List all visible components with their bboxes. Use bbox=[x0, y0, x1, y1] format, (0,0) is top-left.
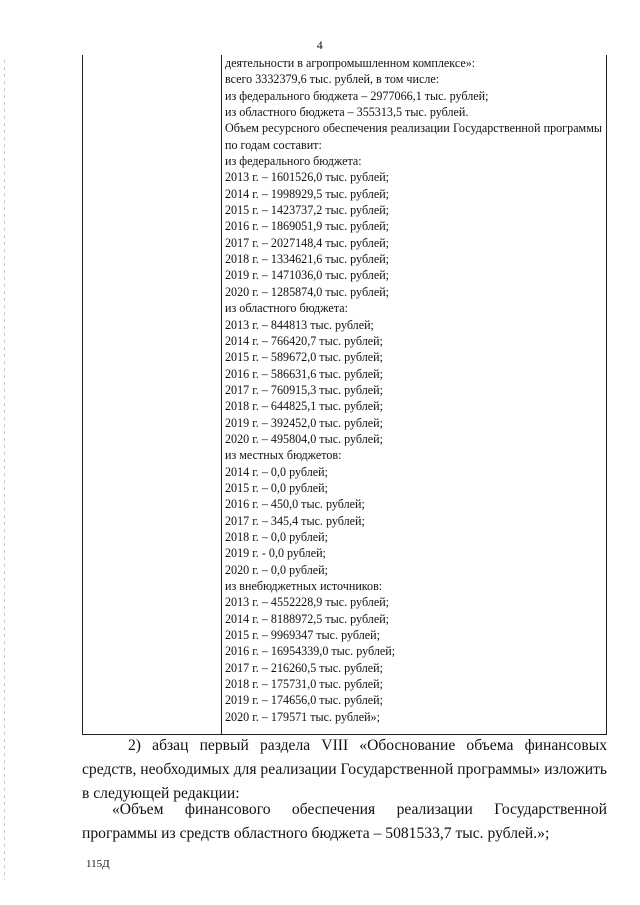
table-line: деятельности в агропромышленном комплексе»: bbox=[225, 56, 476, 70]
table-line: 2020 г. – 1285874,0 тыс. рублей; bbox=[225, 284, 390, 299]
table-line: 2020 г. – 495804,0 тыс. рублей; bbox=[225, 431, 383, 446]
table-line: из федерального бюджета: bbox=[225, 154, 362, 169]
table-line: 2016 г. – 450,0 тыс. рублей; bbox=[225, 497, 365, 512]
table-line: из внебюджетных источников: bbox=[225, 579, 383, 593]
footer-code: 115Д bbox=[86, 858, 110, 870]
table-line: из областного бюджета – 355313,5 тыс. рублей. bbox=[225, 105, 469, 120]
table-line: из местных бюджетов: bbox=[225, 448, 342, 463]
table-line: 2018 г. – 644825,1 тыс. рублей; bbox=[225, 399, 383, 414]
table-line: Объем ресурсного обеспечения реализации Государственной программы по годам составит: bbox=[225, 121, 602, 152]
table-line: 2016 г. – 16954339,0 тыс. рублей; bbox=[225, 644, 396, 659]
table-line: из федерального бюджета – 2977066,1 тыс. рублей; bbox=[225, 88, 489, 103]
table-line: 2017 г. – 760915,3 тыс. рублей; bbox=[225, 382, 383, 397]
table-line: 2017 г. – 2027148,4 тыс. рублей; bbox=[225, 235, 390, 250]
table-line: 2020 г. – 179571 тыс. рублей»; bbox=[225, 709, 380, 724]
table-line: 2013 г. – 1601526,0 тыс. рублей; bbox=[225, 170, 390, 185]
table-column-divider bbox=[221, 55, 222, 734]
table-line: 2019 г. – 392452,0 тыс. рублей; bbox=[225, 415, 383, 430]
amendment-paragraph: 2) абзац первый раздела VIII «Обоснование объема финансовых средств, необходимых для реализации Государственной программы» изложить в следующей редакции: bbox=[82, 737, 607, 802]
table-line: 2015 г. – 1423737,2 тыс. рублей; bbox=[225, 203, 390, 218]
table-line: 2015 г. – 589672,0 тыс. рублей; bbox=[225, 350, 383, 365]
table-line: 2018 г. – 1334621,6 тыс. рублей; bbox=[225, 252, 390, 267]
quoted-paragraph: «Объем финансового обеспечения реализации Государственной программы из средств областного бюджета – 5081533,7 тыс. рублей.»; bbox=[82, 801, 607, 842]
table-line: 2018 г. – 175731,0 тыс. рублей; bbox=[225, 677, 383, 692]
table-line: 2014 г. – 8188972,5 тыс. рублей; bbox=[225, 611, 390, 626]
table-line: 2014 г. – 766420,7 тыс. рублей; bbox=[225, 333, 383, 348]
table-line: 2020 г. – 0,0 рублей; bbox=[225, 562, 328, 577]
table-line: 2016 г. – 586631,6 тыс. рублей; bbox=[225, 366, 383, 381]
table-line: 2019 г. – 174656,0 тыс. рублей; bbox=[225, 693, 383, 708]
page-number: 4 bbox=[316, 38, 324, 52]
table-line: 2013 г. – 844813 тыс. рублей; bbox=[225, 317, 374, 332]
table-line: из областного бюджета: bbox=[225, 301, 348, 316]
table-line: 2017 г. – 345,4 тыс. рублей; bbox=[225, 513, 365, 528]
table-line: 2017 г. – 216260,5 тыс. рублей; bbox=[225, 660, 383, 675]
table-line: всего 3332379,6 тыс. рублей, в том числе: bbox=[225, 72, 440, 87]
table-line: 2014 г. – 1998929,5 тыс. рублей; bbox=[225, 186, 390, 201]
table-line: 2013 г. – 4552228,9 тыс. рублей; bbox=[225, 595, 390, 610]
table-line: 2015 г. – 9969347 тыс. рублей; bbox=[225, 628, 380, 643]
table-line: 2015 г. – 0,0 рублей; bbox=[225, 480, 328, 495]
program-table bbox=[82, 55, 607, 735]
scan-margin-line bbox=[4, 60, 5, 880]
table-value-cell bbox=[225, 55, 602, 725]
table-line: 2014 г. – 0,0 рублей; bbox=[225, 464, 328, 479]
table-line: 2016 г. – 1869051,9 тыс. рублей; bbox=[225, 219, 390, 234]
table-line: 2019 г. - 0,0 рублей; bbox=[225, 546, 326, 561]
table-line: 2018 г. – 0,0 рублей; bbox=[225, 529, 328, 544]
table-line: 2019 г. – 1471036,0 тыс. рублей; bbox=[225, 268, 390, 283]
